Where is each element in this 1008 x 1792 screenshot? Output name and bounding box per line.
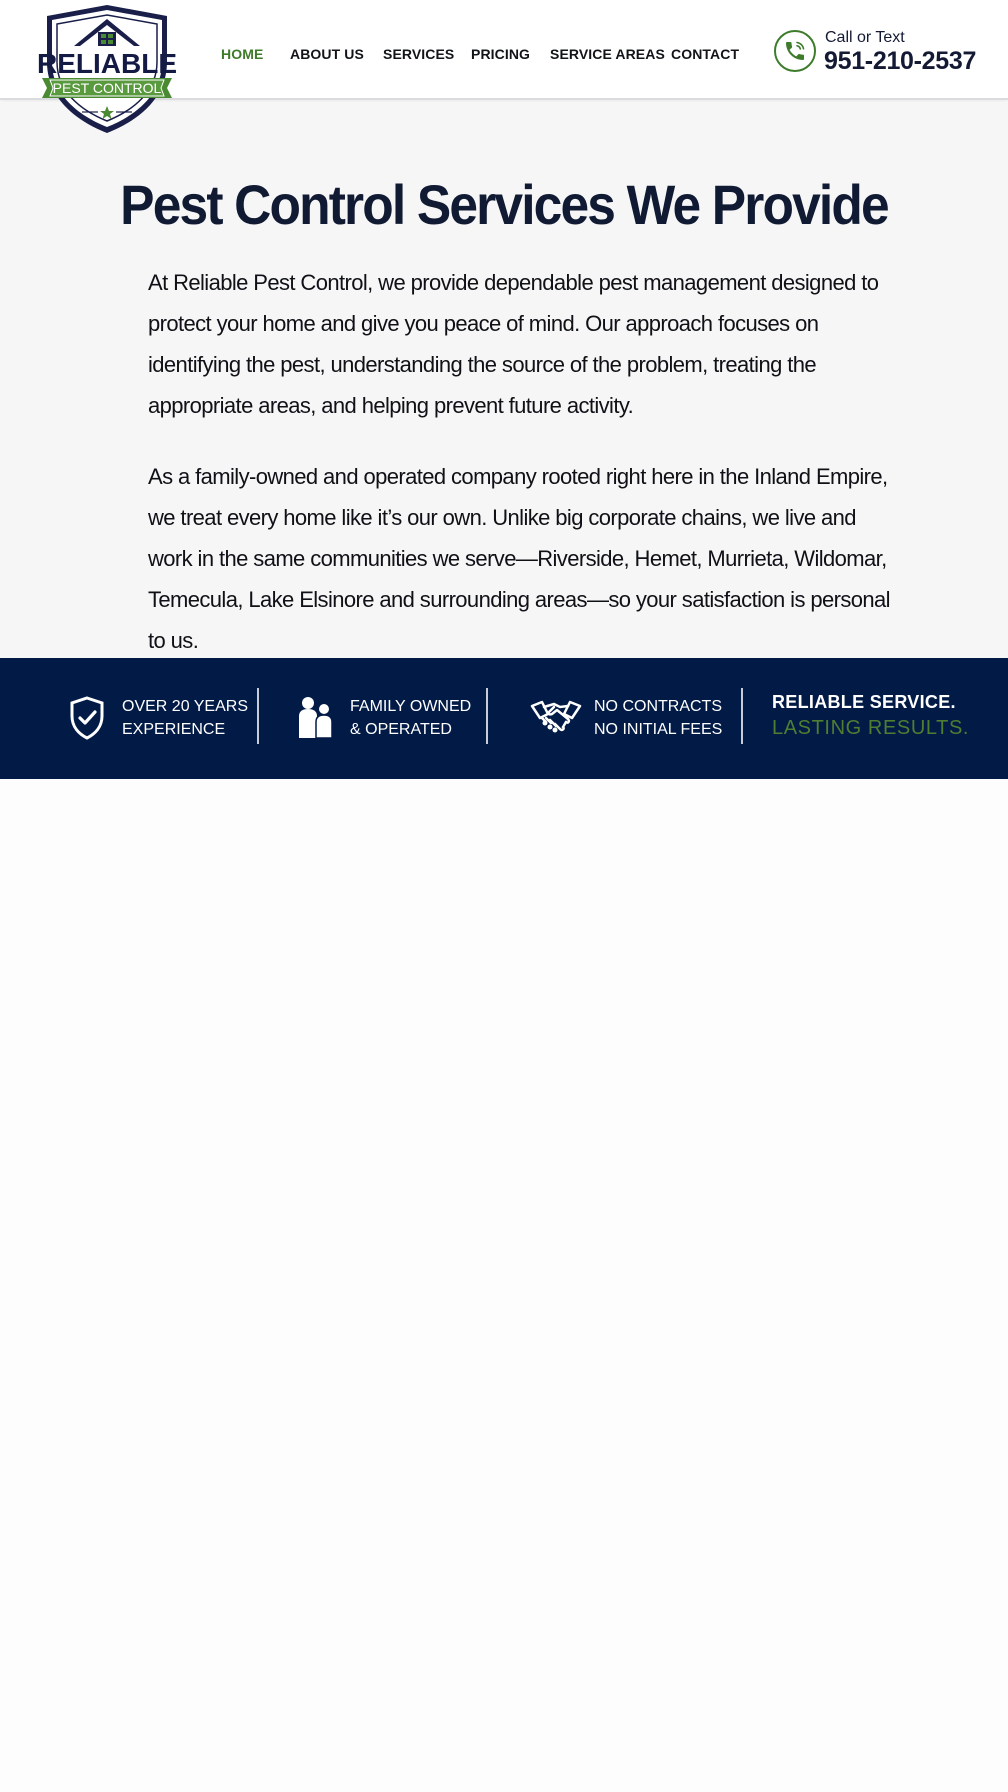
phone-contact[interactable] <box>774 28 994 78</box>
feature-family-line2: & OPERATED <box>350 721 452 738</box>
site-header <box>0 0 1008 100</box>
features-divider <box>257 688 259 744</box>
reliable-pest-control-logo[interactable] <box>36 2 178 136</box>
nav-item-service-areas[interactable]: SERVICE AREAS <box>550 46 665 62</box>
phone-icon <box>774 30 816 72</box>
feature-experience-line2: EXPERIENCE <box>122 721 226 738</box>
services-intro-section <box>0 102 1008 658</box>
feature-experience <box>66 688 248 748</box>
feature-experience-line1: OVER 20 YEARS <box>122 698 248 715</box>
shield-check-icon <box>66 695 108 741</box>
features-divider <box>486 688 488 744</box>
nav-item-services[interactable]: SERVICES <box>383 46 455 62</box>
phone-number-link[interactable]: 951-210-2537 <box>824 47 977 75</box>
nav-item-pricing[interactable]: PRICING <box>471 46 531 62</box>
features-divider <box>741 688 743 744</box>
nav-item-contact[interactable]: CONTACT <box>671 46 740 62</box>
intro-paragraph-2: As a family-owned and operated company rooted right here in the Inland Empire, we treat every home like it’s our own. Unlike big corporate chains, we live and work in the same communities we serve—Riverside, Hemet, Murrieta, Wildomar, Temecula, Lake Elsinore and surrounding areas—so your satisfaction is personal to us. <box>148 464 890 653</box>
handshake-icon <box>530 695 582 741</box>
tagline <box>772 692 969 740</box>
feature-family <box>294 688 471 748</box>
feature-no-contracts <box>530 688 722 748</box>
logo-ribbon-text: PEST CONTROL <box>52 80 162 96</box>
feature-family-line1: FAMILY OWNED <box>350 698 472 715</box>
features-bar <box>0 658 1008 779</box>
nav-item-about-us[interactable]: ABOUT US <box>290 46 364 62</box>
logo-top-text: RELIABLE <box>37 48 177 79</box>
feature-no-contracts-line2: NO INITIAL FEES <box>594 721 723 738</box>
nav-item-home[interactable]: HOME <box>221 46 264 62</box>
family-icon <box>294 695 336 741</box>
page-title: Pest Control Services We Provide <box>120 173 888 236</box>
feature-no-contracts-line1: NO CONTRACTS <box>594 698 722 715</box>
intro-paragraph-1: At Reliable Pest Control, we provide dependable pest management designed to protect your home and give you peace of mind. Our approach focuses on identifying the pest, understanding the source of the problem, treating the appropriate areas, and helping prevent future activity. <box>148 270 879 418</box>
phone-caption: Call or Text <box>825 29 905 46</box>
empty-content-area <box>0 779 1008 1792</box>
tagline-line1: RELIABLE SERVICE. <box>772 692 956 712</box>
tagline-line2: LASTING RESULTS. <box>772 717 970 739</box>
